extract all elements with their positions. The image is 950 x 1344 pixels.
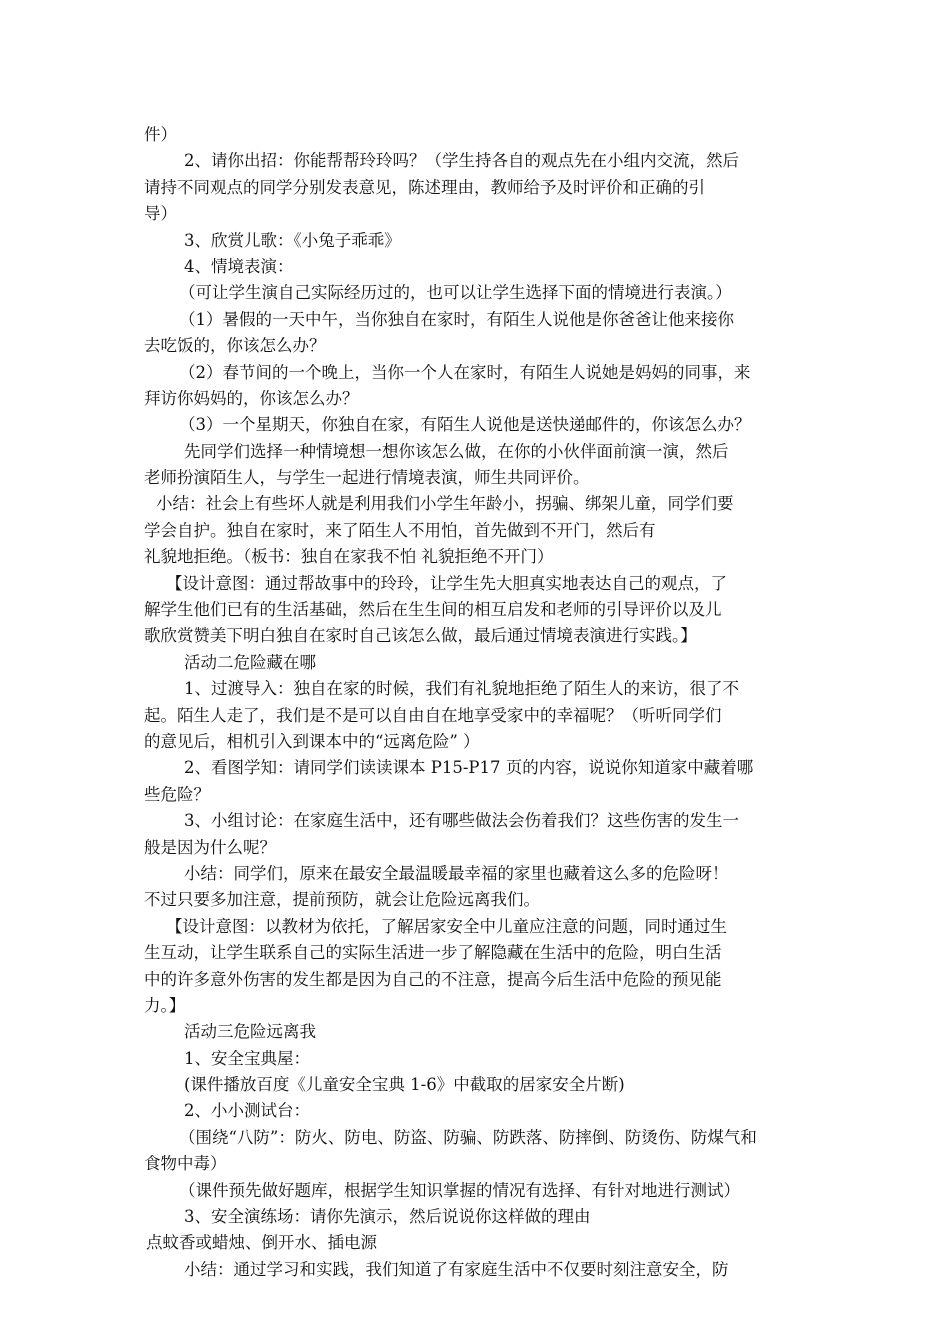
- text-line: 小结：通过学习和实践，我们知道了有家庭生活中不仅要时刻注意安全，防: [184, 1259, 729, 1279]
- text-line: 生互动，让学生联系自己的实际生活进一步了解隐藏在生活中的危险，明白生活: [144, 943, 722, 963]
- text-line: 4、情境表演：: [184, 256, 294, 276]
- text-line: 学会自护。独自在家时，来了陌生人不用怕，首先做到不开门，然后有: [144, 520, 656, 540]
- text-line: 1、安全宝典屋：: [184, 1048, 310, 1068]
- text-line: 老师扮演陌生人，与学生一起进行情境表演，师生共同评价。: [144, 468, 590, 488]
- text-line: 小结：社会上有些坏人就是利用我们小学生年龄小，拐骗、绑架儿童，同学们要: [156, 494, 734, 514]
- text-line: (课件播放百度《儿童安全宝典 1-6》中截取的居家安全片断): [184, 1075, 625, 1095]
- text-line: 先同学们选择一种情境想一想你该怎么做，在你的小伙伴面前演一演，然后: [184, 441, 729, 461]
- document-body: [144, 122, 808, 1283]
- text-line: （2）春节间的一个晚上，当你一个人在家时，有陌生人说她是妈妈的同事，来: [179, 362, 751, 382]
- text-line: 件）: [144, 125, 177, 144]
- text-line: 些危险？: [144, 784, 210, 804]
- text-line: （可让学生演自己实际经历过的，也可以让学生选择下面的情境进行表演。）: [179, 283, 732, 303]
- text-line: 【设计意图：以教材为依托，了解居家安全中儿童应注意的问题，同时通过生: [166, 916, 727, 936]
- text-line: 2、小小测试台：: [184, 1101, 310, 1121]
- text-line: 力。】: [144, 995, 186, 1015]
- text-line: 小结：同学们，原来在最安全最温暖最幸福的家里也藏着这么多的危险呀！: [184, 863, 729, 883]
- text-line: 的意见后，相机引入到课本中的“远离危险” ）: [144, 731, 480, 751]
- text-line: 2、看图学知：请同学们读读课本 P15-P17 页的内容，说说你知道家中藏着哪: [184, 758, 754, 778]
- text-line: 拜访你妈妈的，你该怎么办？: [144, 388, 359, 408]
- text-line: 3、小组讨论：在家庭生活中，还有哪些做法会伤着我们？这些伤害的发生一: [184, 811, 739, 831]
- text-line: 歌欣赏赞美下明白独自在家时自己该怎么做，最后通过情境表演进行实践。】: [144, 626, 697, 646]
- text-line: 食物中毒）: [144, 1154, 227, 1174]
- text-line: 导）: [144, 204, 177, 224]
- text-line: 起。陌生人走了，我们是不是可以自由自在地享受家中的幸福呢？（听听同学们: [144, 705, 722, 725]
- text-line: 中的许多意外伤害的发生都是因为自己的不注意，提高今后生活中危险的预见能: [144, 969, 722, 989]
- text-line: （3）一个星期天，你独自在家，有陌生人说他是送快递邮件的，你该怎么办？: [179, 415, 751, 435]
- text-line: 不过只要多加注意，提前预防，就会让危险远离我们。: [144, 890, 540, 910]
- text-line: 般是因为什么呢？: [144, 837, 276, 857]
- text-line: 礼貌地拒绝。（板书：独自在家我不怕 礼貌拒绝不开门）: [144, 547, 554, 567]
- section-heading: 活动三危险远离我: [184, 1022, 316, 1042]
- text-line: 点蚊香或蜡烛、倒开水、插电源: [146, 1233, 377, 1253]
- text-line: 2、请你出招：你能帮帮玲玲吗？（学生持各自的观点先在小组内交流，然后: [184, 151, 739, 171]
- text-line: 请持不同观点的同学分别发表意见，陈述理由，教师给予及时评价和正确的引: [144, 177, 705, 197]
- text-line: （1）暑假的一天中午，当你独自在家时，有陌生人说他是你爸爸让他来接你: [179, 309, 734, 329]
- text-line: 去吃饭的，你该怎么办？: [144, 336, 326, 356]
- text-line: （围绕“八防”：防火、防电、防盗、防骗、防跌落、防摔倒、防烫伤、防煤气和: [179, 1127, 757, 1147]
- text-line: 1、过渡导入：独自在家的时候，我们有礼貌地拒绝了陌生人的来访，很了不: [184, 679, 739, 699]
- text-line: 3、欣赏儿歌：《小兔子乖乖》: [184, 230, 401, 250]
- text-line: 【设计意图：通过帮故事中的玲玲，让学生先大胆真实地表达自己的观点，了: [166, 573, 727, 593]
- section-heading: 活动二危险藏在哪: [184, 652, 316, 672]
- text-line: 3、安全演练场：请你先演示，然后说说你这样做的理由: [184, 1207, 591, 1227]
- text-line: （课件预先做好题库，根据学生知识掌握的情况有选择、有针对地进行测试）: [179, 1180, 740, 1200]
- text-line: 解学生他们已有的生活基础，然后在生生间的相互启发和老师的引导评价以及儿: [144, 600, 722, 620]
